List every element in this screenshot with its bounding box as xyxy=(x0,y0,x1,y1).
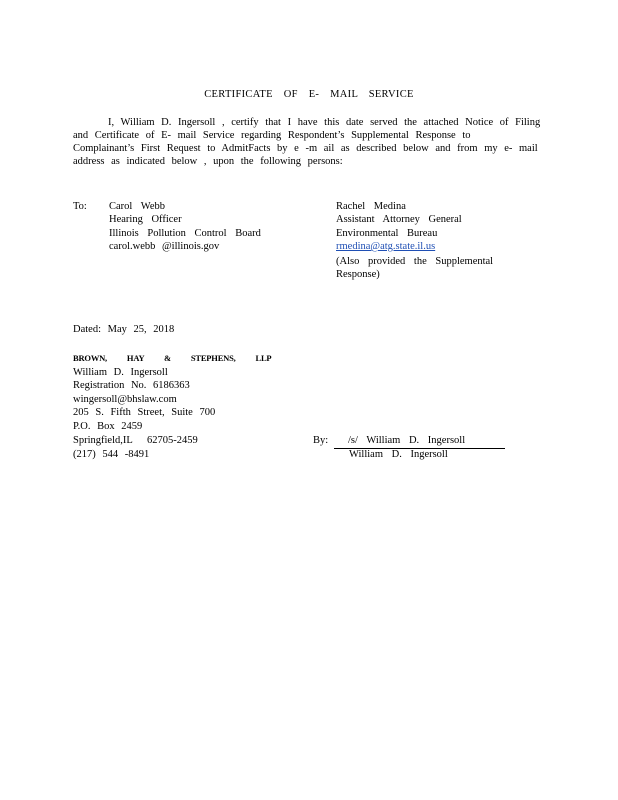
firm-name: BROWN, HAY & STEPHENS, LLP xyxy=(73,353,272,363)
attorney-name: William D. Ingersoll xyxy=(73,367,168,378)
by-label: By: xyxy=(313,435,329,446)
paragraph-line: Complainant’s First Request to AdmitFacts by e -m ail as described below and from my e- mail xyxy=(73,143,538,154)
recipient-org: Environmental Bureau xyxy=(336,228,438,239)
recipient-name: Carol Webb xyxy=(109,201,165,212)
recipient-email-link[interactable]: rmedina@atg.state.il.us xyxy=(336,241,436,252)
recipient-org: Illinois Pollution Control Board xyxy=(109,228,261,239)
city-state-zip: Springfield,IL 62705-2459 xyxy=(73,435,198,446)
phone-number: (217) 544 -8491 xyxy=(73,449,150,460)
signer-printed-name: William D. Ingersoll xyxy=(349,449,448,460)
paragraph-line: I, William D. Ingersoll , certify that I have this date served the attached Notice of Filing xyxy=(108,117,541,128)
registration-number: Registration No. 6186363 xyxy=(73,380,190,391)
to-label: To: xyxy=(73,201,87,212)
recipient-note: Response) xyxy=(336,269,380,280)
recipient-title: Hearing Officer xyxy=(109,214,182,225)
street-address: 205 S. Fifth Street, Suite 700 xyxy=(73,407,216,418)
recipient-name: Rachel Medina xyxy=(336,201,406,212)
signature-line xyxy=(334,434,505,449)
recipient-note: (Also provided the Supplemental xyxy=(336,256,494,267)
recipient-title: Assistant Attorney General xyxy=(336,214,462,225)
po-box: P.O. Box 2459 xyxy=(73,421,143,432)
electronic-signature: /s/ William D. Ingersoll xyxy=(334,434,505,449)
paragraph-line: address as indicated below , upon the following persons: xyxy=(73,156,343,167)
dated-line: Dated: May 25, 2018 xyxy=(73,324,175,335)
recipient-email: carol.webb @illinois.gov xyxy=(109,241,220,252)
document-title: CERTIFICATE OF E- MAIL SERVICE xyxy=(204,89,414,100)
firm-email: wingersoll@bhslaw.com xyxy=(73,394,177,405)
paragraph-line: and Certificate of E- mail Service regarding Respondent’s Supplemental Response to xyxy=(73,130,471,141)
